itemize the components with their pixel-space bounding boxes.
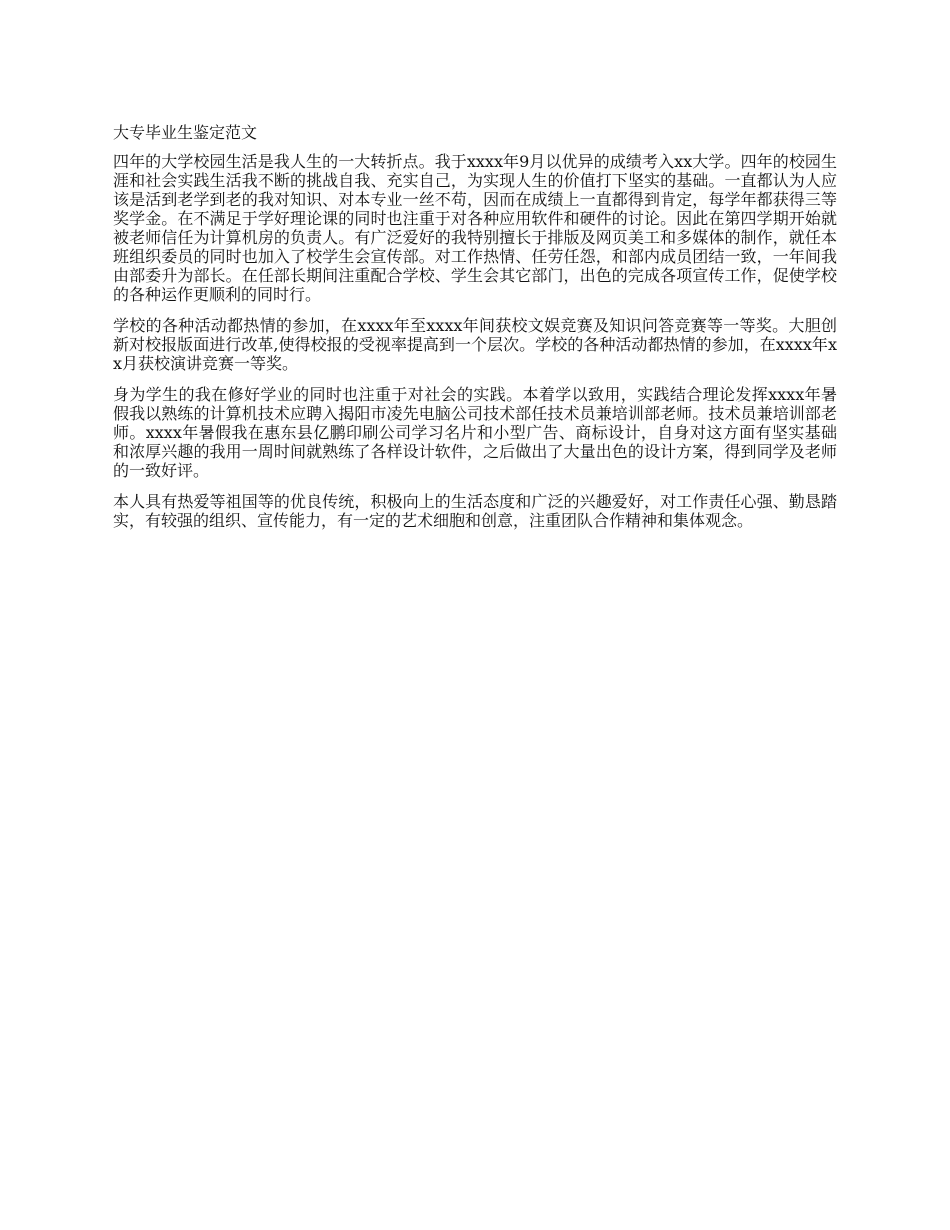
paragraph-2: 学校的各种活动都热情的参加，在xxxx年至xxxx年间获校文娱竞赛及知识问答竞赛等一等奖。大胆创新对校报版面进行改革,使得校报的受视率提高到一个层次。学校的各种活动都热情的参加，在xxxx年xx月获校演讲竞赛一等奖。 <box>113 316 837 373</box>
paragraph-3: 身为学生的我在修好学业的同时也注重于对社会的实践。本着学以致用，实践结合理论发挥xxxx年暑假我以熟练的计算机技术应聘入揭阳市凌先电脑公司技术部任技术员兼培训部老师。技术员兼培训部老师。xxxx年暑假我在惠东县亿鹏印刷公司学习名片和小型广告、商标设计，自身对这方面有坚实基础和浓厚兴趣的我用一周时间就熟练了各样设计软件，之后做出了大量出色的设计方案，得到同学及老师的一致好评。 <box>113 385 837 480</box>
document-body <box>113 123 837 542</box>
paragraph-4: 本人具有热爱等祖国等的优良传统，积极向上的生活态度和广泛的兴趣爱好，对工作责任心强、勤恳踏实，有较强的组织、宣传能力，有一定的艺术细胞和创意，注重团队合作精神和集体观念。 <box>113 492 837 530</box>
document-title: 大专毕业生鉴定范文 <box>113 123 258 142</box>
paragraph-1: 四年的大学校园生活是我人生的一大转折点。我于xxxx年9月以优异的成绩考入xx大学。四年的校园生涯和社会实践生活我不断的挑战自我、充实自己，为实现人生的价值打下坚实的基础。一直都认为人应该是活到老学到老的我对知识、对本专业一丝不苟，因而在成绩上一直都得到肯定，每学年都获得三等奖学金。在不满足于学好理论课的同时也注重于对各种应用软件和硬件的讨论。因此在第四学期开始就被老师信任为计算机房的负责人。有广泛爱好的我特别擅长于排版及网页美工和多媒体的制作，就任本班组织委员的同时也加入了校学生会宣传部。对工作热情、任劳任怨，和部内成员团结一致，一年间我由部委升为部长。在任部长期间注重配合学校、学生会其它部门，出色的完成各项宣传工作，促使学校的各种运作更顺利的同时行。 <box>113 152 837 304</box>
